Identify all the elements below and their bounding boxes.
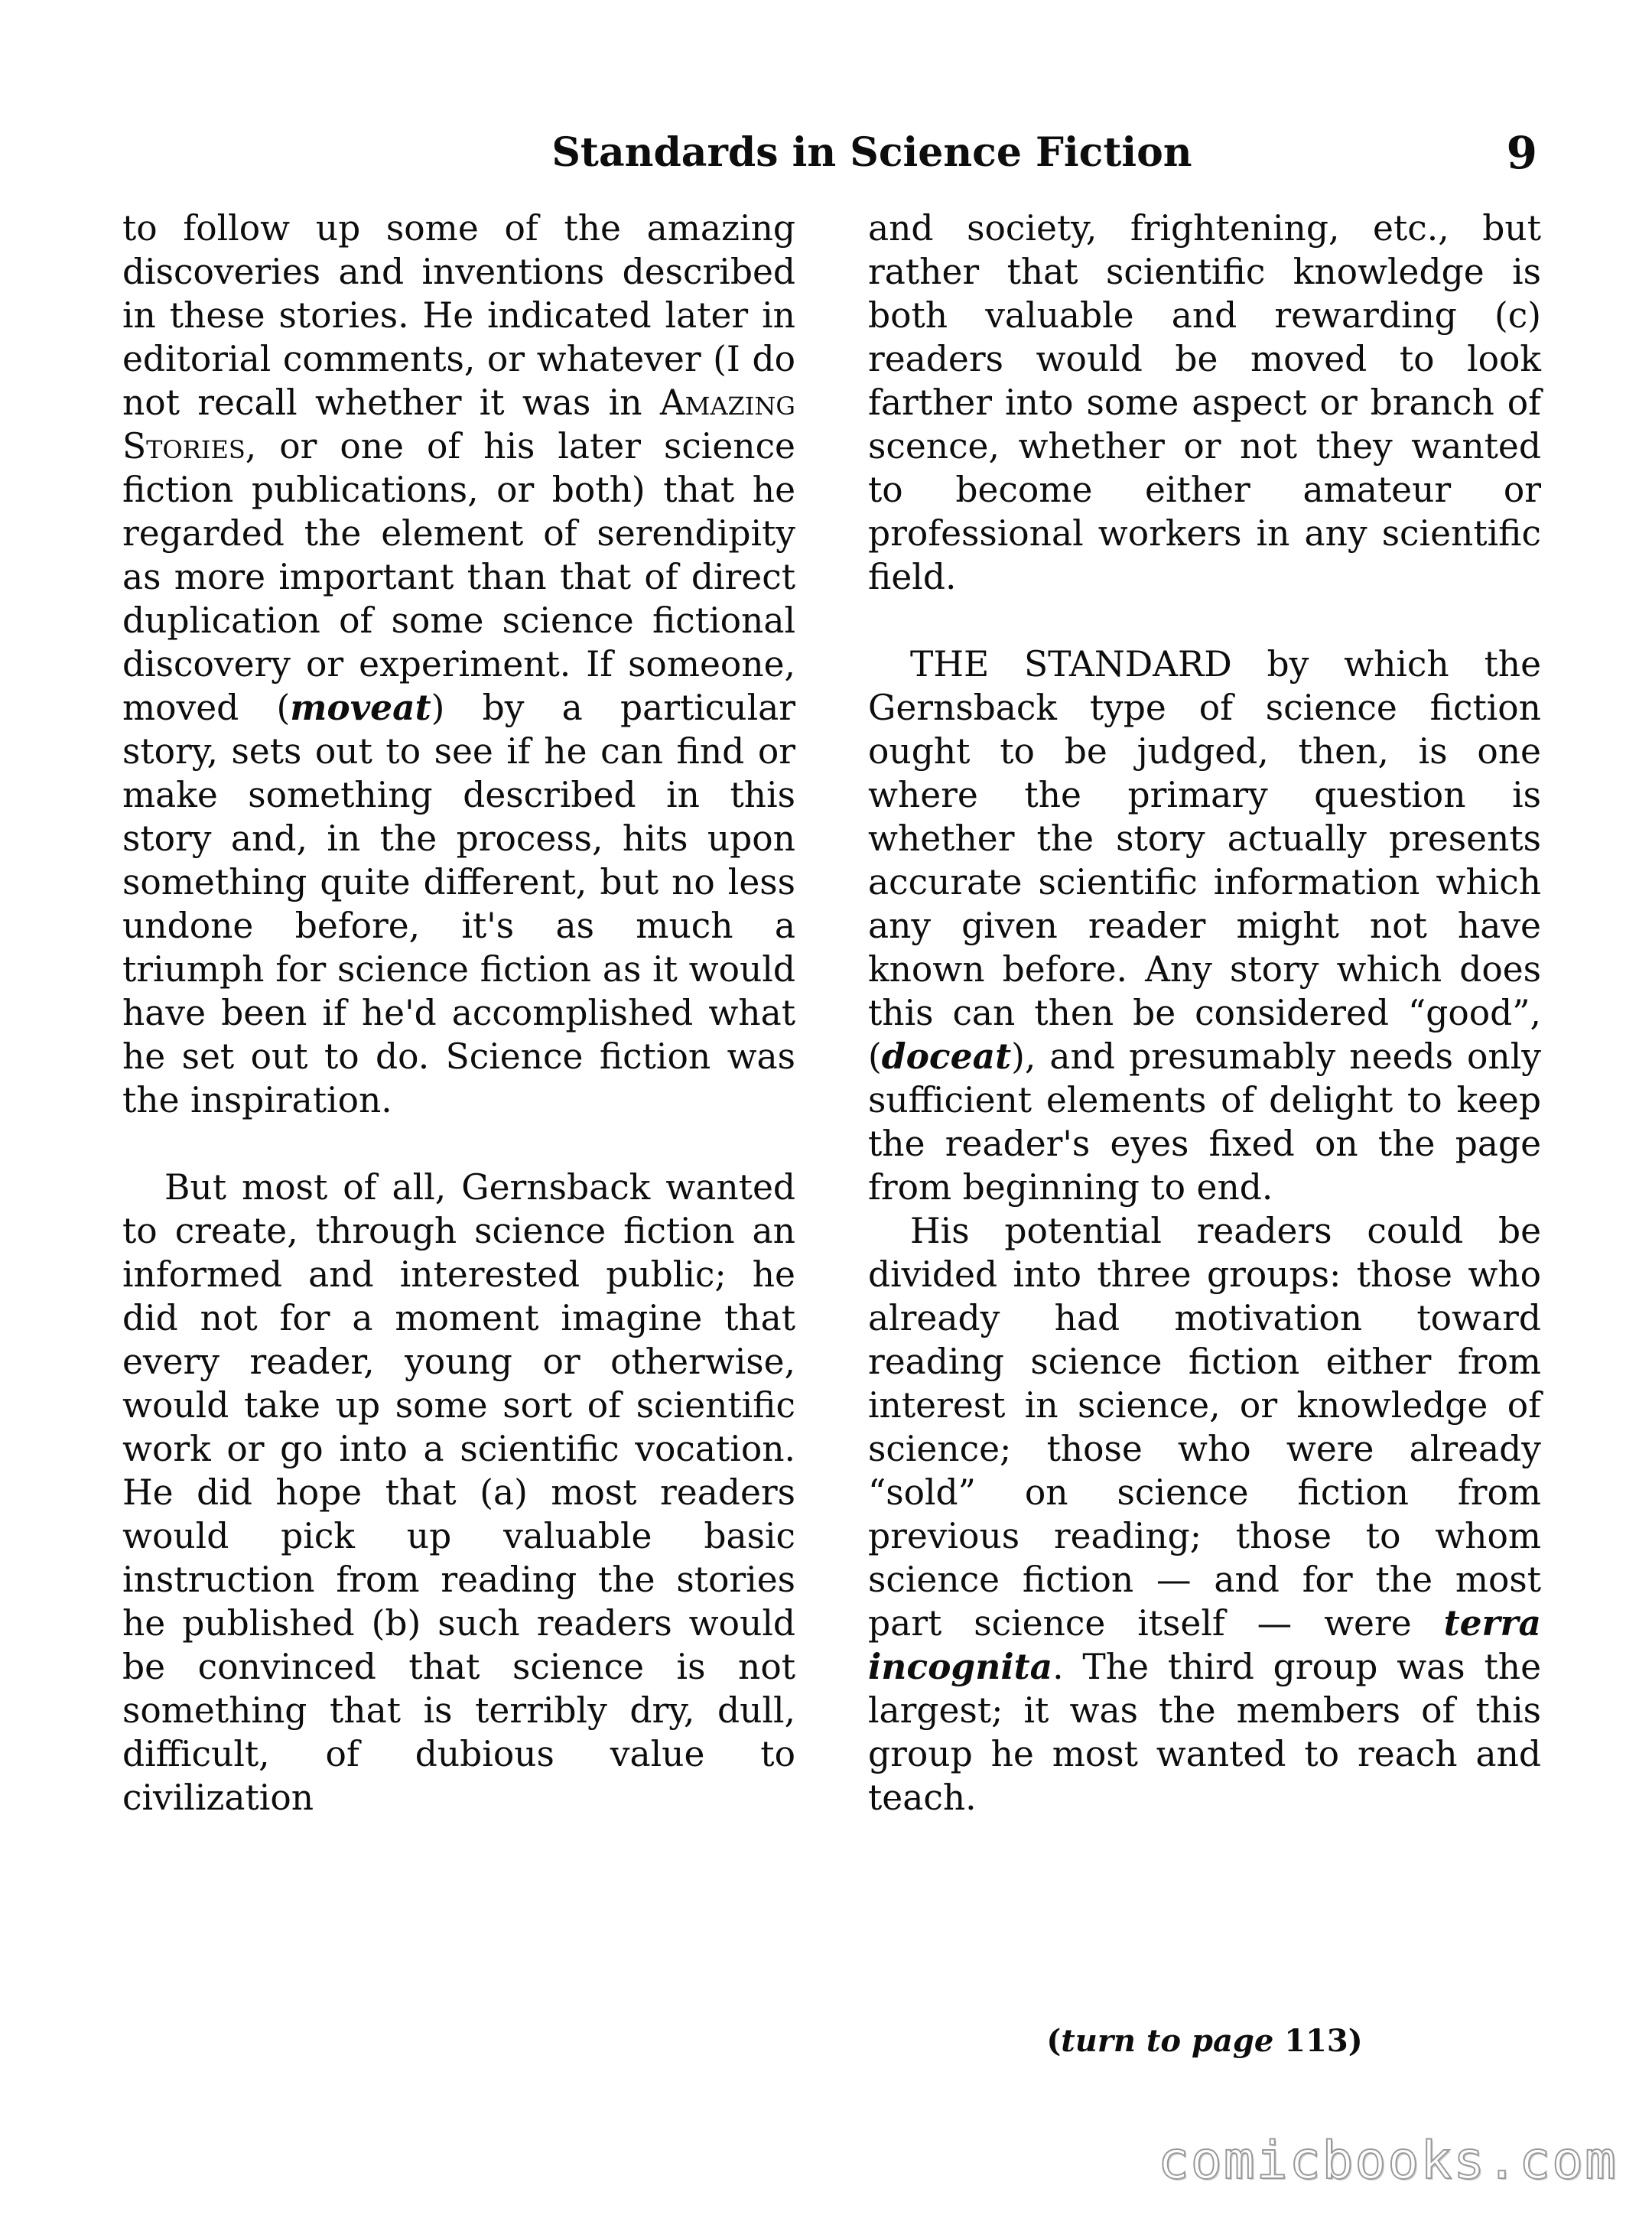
page-header: [115, 122, 1537, 184]
left-p1-text-c: ) by a particular story, sets out to see if he can find or make something described in this story and, in the process, hits upon something quite different, but no less undone before, it's as much a triumph for science fiction as it would have been if he'd accomplished what he set out to do. Science fiction was the inspiration.: [122, 688, 795, 1120]
latin-term-terra-incognita: terra incognita: [868, 1602, 1541, 1687]
left-paragraph-2: But most of all, Gernsback wanted to create, through science fiction an informed and interested public; he did not for a moment imagine that every reader, young or otherwise, would take up some sort of scientific work or go into a scientific vocation. He did hope that (a) most readers would pick up valuable basic instruction from reading the stories he published (b) such readers would be convinced that science is not something that is terribly dry, dull, difficult, of dubious value to civilization: [122, 1167, 795, 1818]
site-watermark: comicbooks.com: [1157, 2131, 1618, 2191]
running-title: Standards in Science Fiction: [551, 129, 1192, 176]
right-p3-text-a: His potential readers could be divided into three groups: those who already had motivation toward reading science fiction either from interest in science, or knowledge of science; those who were already “sold” on science fiction from previous reading; those to whom science fiction — and for the most part science itself — were: [868, 1211, 1541, 1644]
right-paragraph-2: [868, 642, 1541, 1209]
section-lead: THE STANDARD: [910, 644, 1232, 685]
continuation-page: 113): [1273, 2023, 1363, 2059]
right-paragraph-3: [868, 1209, 1541, 1820]
latin-term-doceat: doceat: [881, 1036, 1012, 1077]
page-number: 9: [1506, 127, 1537, 179]
left-paragraph-1: [122, 207, 795, 1122]
right-column: [868, 207, 1541, 1820]
left-p1-text-a: to follow up some of the amazing discoveries and inventions described in these stories. He indicated later in editorial comments, or whatever (I do not recall whether it was in: [122, 208, 795, 423]
paragraph-gap: [122, 1122, 795, 1166]
left-column: [122, 207, 795, 1820]
right-p2-text-b: ), and presumably needs only sufficient elements of delight to keep the reader's eyes fixed on the page from beginning to end.: [868, 1036, 1541, 1208]
continuation-text: turn to page: [1061, 2023, 1274, 2059]
magazine-title: Amazing Stories: [122, 382, 795, 467]
continuation-note: [868, 2019, 1541, 2063]
right-paragraph-1: and society, frightening, etc., but rather that scientific knowledge is both valuable and rewarding (c) readers would be moved to look farther into some aspect or branch of scence, whether or not they wanted to become either amateur or professional workers in any scientific field.: [868, 208, 1541, 597]
right-p3-text-b: . The third group was the largest; it was the members of this group he most wanted to reach and teach.: [868, 1647, 1541, 1818]
left-p1-text-b: , or one of his later science fiction publications, or both) that he regarded the element of serendipity as more important than that of direct duplication of some science fictional discovery or experiment. If someone, moved (: [122, 426, 795, 728]
continuation-open: (: [1046, 2023, 1062, 2059]
latin-term-moveat: moveat: [290, 687, 431, 728]
paragraph-gap: [868, 599, 1541, 642]
right-p2-text-a: by which the Gernsback type of science fiction ought to be judged, then, is one where the primary question is whether the story actually presents accurate scientific information which any given reader might not have known before. Any story which does this can then be considered “good”, (: [868, 644, 1541, 1077]
